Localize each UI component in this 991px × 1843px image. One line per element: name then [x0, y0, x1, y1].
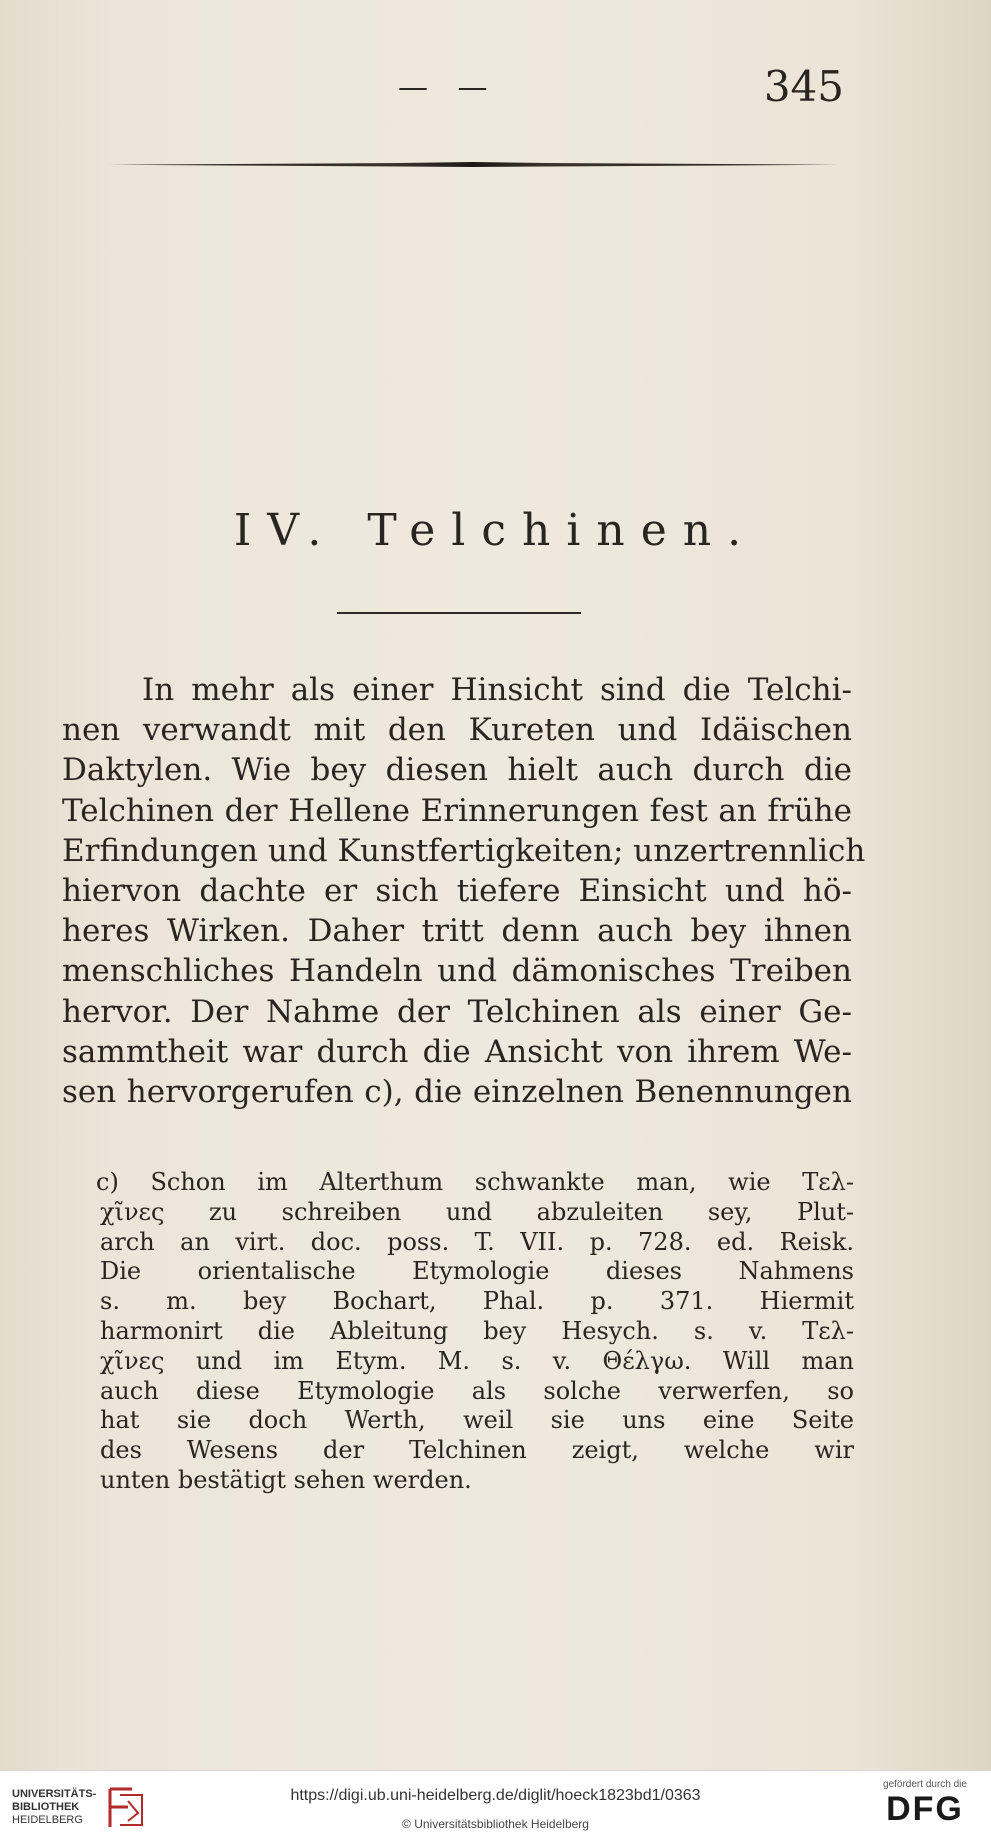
body-line: Telchinen der Hellene Erinnerungen fest an frühe: [62, 792, 852, 829]
footnote-line: Die orientalische Etymologie dieses Nahmens: [100, 1257, 854, 1286]
footnote-line: s. m. bey Bochart, Phal. p. 371. Hiermit: [100, 1287, 854, 1316]
running-header: [380, 62, 850, 112]
body-line: In mehr als einer Hinsicht sind die Telchi-: [142, 672, 852, 708]
body-line: nen verwandt mit den Kureten und Idäischen: [62, 712, 852, 749]
dfg-logo: DFG: [886, 1790, 964, 1828]
page-number: 345: [763, 62, 844, 111]
body-line: hiervon dachte er sich tiefere Einsicht und hö-: [62, 872, 852, 909]
body-line: Erfindungen und Kunstfertigkeiten; unzertrennlich: [62, 832, 866, 869]
footnote-line: arch an virt. doc. poss. T. VII. p. 728. ed. Reisk.: [100, 1227, 854, 1256]
footnote-line: χῖνες zu schreiben und abzuleiten sey, Plut-: [100, 1197, 854, 1226]
chapter-title: IV. Telchinen.: [233, 505, 758, 556]
footnote-line: des Wesens der Telchinen zeigt, welche wir: [100, 1436, 854, 1465]
footnote: [96, 1168, 854, 1496]
body-line: sammtheit war durch die Ansicht von ihrem We-: [62, 1033, 852, 1070]
body-line: heres Wirken. Daher tritt denn auch bey ihnen: [62, 913, 852, 950]
footnote-line: χῖνες und im Etym. M. s. v. Θέλγω. Will man: [100, 1346, 854, 1375]
header-dashes: — —: [398, 70, 498, 105]
footnote-line: harmonirt die Ableitung bey Hesych. s. v. Τελ-: [100, 1316, 854, 1345]
funder-caption: gefördert durch die: [883, 1779, 967, 1790]
logo-line: UNIVERSITÄTS-: [12, 1788, 97, 1800]
logo-line: HEIDELBERG: [12, 1814, 83, 1826]
body-line: sen hervorgerufen c), die einzelnen Benennungen: [62, 1073, 852, 1110]
footnote-line: c) Schon im Alterthum schwankte man, wie Τελ-: [96, 1168, 854, 1196]
body-line: Daktylen. Wie bey diesen hielt auch durch die: [62, 752, 852, 789]
permalink-url[interactable]: https://digi.ub.uni-heidelberg.de/diglit/hoeck1823bd1/0363: [290, 1787, 701, 1804]
footnote-line: auch diese Etymologie als solche verwerfen, so: [100, 1376, 854, 1405]
title-rule: [337, 612, 581, 614]
footnote-line: unten bestätigt sehen werden.: [100, 1465, 472, 1494]
logo-line: BIBLIOTHEK: [12, 1801, 80, 1813]
viewer-footer: [0, 1770, 991, 1843]
body-line: menschliches Handeln und dämonisches Treiben: [62, 953, 852, 990]
body-text: [62, 670, 866, 1112]
copyright-notice: © Universitätsbibliothek Heidelberg: [402, 1817, 589, 1831]
body-line: hervor. Der Nahme der Telchinen als einer Ge-: [62, 993, 852, 1030]
funder-badge[interactable]: [871, 1779, 979, 1828]
ornamental-rule: [108, 162, 838, 167]
footnote-line: hat sie doch Werth, weil sie uns eine Seite: [100, 1406, 854, 1435]
